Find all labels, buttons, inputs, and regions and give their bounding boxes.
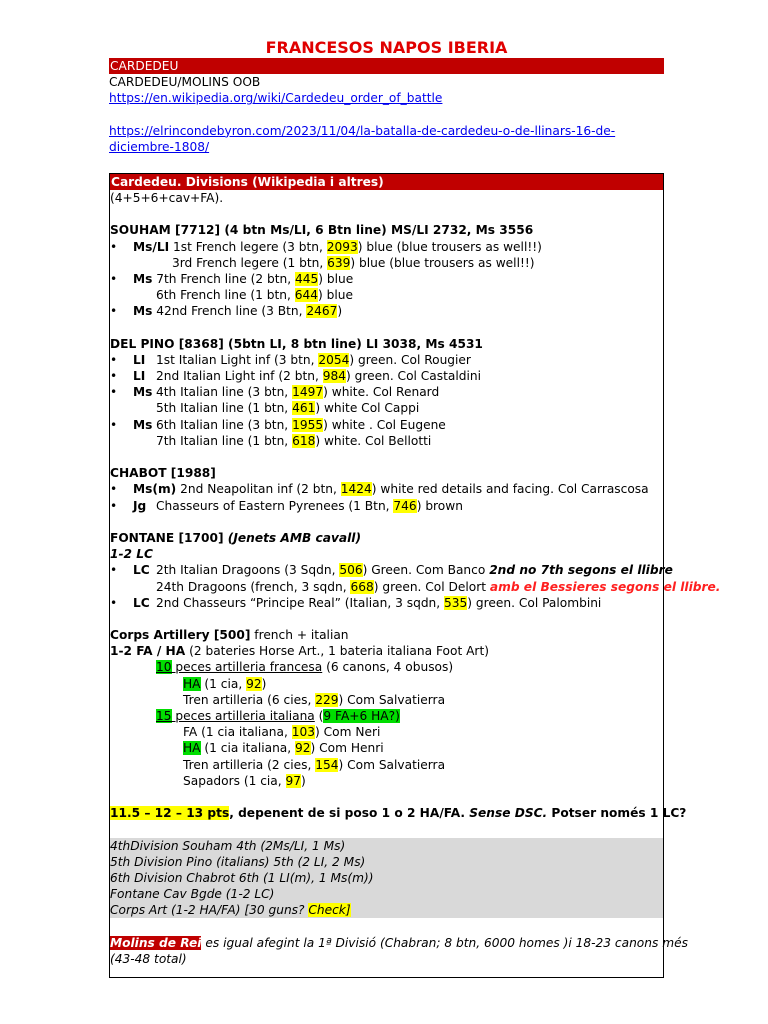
fontane-heading: FONTANE [1700] (Jenets AMB cavall)	[110, 530, 362, 545]
list-item: • Ms 4th Italian line (3 btn, 1497) white. Col Renard	[110, 385, 440, 400]
bullet-icon: •	[110, 239, 118, 254]
list-item: • LC 2nd Chasseurs “Principe Real” (Italian, 3 sqdn, 535) green. Col Palombini	[110, 595, 602, 610]
divisions-box	[109, 173, 721, 978]
bullet-icon: •	[110, 369, 118, 384]
divisions-box-title: Cardedeu. Divisions (Wikipedia i altres)	[110, 174, 663, 190]
artillery-heading: Corps Artillery [500] french + italian	[110, 628, 349, 643]
bullet-icon: •	[110, 417, 118, 432]
souham-heading: SOUHAM [7712] (4 btn Ms/LI, 6 Btn line) MS/LI 2732, Ms 3556	[110, 223, 534, 238]
wikipedia-link[interactable]: https://en.wikipedia.org/wiki/Cardedeu_order_of_battle	[109, 91, 443, 106]
bullet-icon: •	[110, 352, 118, 367]
fontane-sub: 1-2 LC	[110, 547, 153, 562]
list-item: • Jg Chasseurs of Eastern Pyrenees (1 Btn, 746) brown	[110, 498, 463, 513]
molins-line: Molins de Rei es igual afegint la 1ª Divisió (Chabran; 8 btn, 6000 homes )i 18-23 canons més	[110, 935, 688, 950]
formula-line: (4+5+6+cav+FA).	[110, 191, 224, 205]
list-item: 10 peces artilleria francesa (6 canons, 4 obusos)	[156, 660, 454, 675]
list-item: Tren artilleria (6 cies, 229) Com Salvatierra	[183, 692, 446, 707]
bullet-icon: •	[110, 482, 118, 497]
list-item: • LI 2nd Italian Light inf (2 btn, 984) green. Col Castaldini	[110, 369, 481, 384]
bullet-icon: •	[110, 271, 118, 286]
list-item: 5th Italian line (1 btn, 461) white Col Cappi	[156, 401, 420, 416]
list-item: • Ms 42nd French line (3 Btn, 2467)	[110, 304, 343, 319]
list-item: • LC 2th Italian Dragoons (3 Sqdn, 506) Green. Com Banco 2nd no 7th segons el llibre	[110, 563, 673, 578]
list-item: • Ms 6th Italian line (3 btn, 1955) white . Col Eugene	[110, 417, 446, 432]
oob-line: CARDEDEU/MOLINS OOB	[109, 75, 261, 89]
bullet-icon: •	[110, 304, 118, 319]
summary-line: 6th Division Chabrot 6th (1 LI(m), 1 Ms(m))	[110, 870, 374, 885]
list-item: • Ms/LI 1st French legere (3 btn, 2093) blue (blue trousers as well!!)	[110, 239, 542, 254]
bullet-icon: •	[110, 563, 118, 578]
artillery-sub: 1-2 FA / HA (2 bateries Horse Art., 1 bateria italiana Foot Art)	[110, 644, 489, 659]
summary-line: Fontane Cav Bgde (1-2 LC)	[110, 887, 275, 902]
summary-block	[110, 838, 663, 919]
list-item: HA (1 cia, 92)	[183, 676, 267, 691]
list-item: 15 peces artilleria italiana (9 FA+6 HA?)	[156, 709, 400, 723]
rincondebyron-link[interactable]: https://elrincondebyron.com/2023/11/04/la-batalla-de-cardedeu-o-de-llinars-16-de-	[109, 123, 616, 138]
summary-line: Corps Art (1-2 HA/FA) [30 guns? Check]	[110, 903, 351, 918]
list-item: 7th Italian line (1 btn, 618) white. Col Bellotti	[156, 433, 432, 448]
pino-heading: DEL PINO [8368] (5btn LI, 8 btn line) LI 3038, Ms 4531	[110, 336, 483, 351]
list-item: HA (1 cia italiana, 92) Com Henri	[183, 741, 384, 756]
bullet-icon: •	[110, 385, 118, 400]
page-title: FRANCESOS NAPOS IBERIA	[265, 38, 508, 57]
list-item: Tren artilleria (2 cies, 154) Com Salvatierra	[183, 757, 446, 772]
document-page	[109, 0, 664, 155]
list-item: • LI 1st Italian Light inf (3 btn, 2054) green. Col Rougier	[110, 352, 471, 367]
points-line: 11.5 – 12 – 13 pts, depenent de si poso 1 o 2 HA/FA. Sense DSC. Potser només 1 LC?	[110, 806, 687, 821]
summary-line: 4thDivision Souham 4th (2Ms/LI, 1 Ms)	[110, 838, 346, 853]
list-item: 6th French line (1 btn, 644) blue	[156, 288, 354, 303]
list-item: • Ms(m) 2nd Neapolitan inf (2 btn, 1424) white red details and facing. Col Carrascosa	[110, 482, 649, 497]
list-item: FA (1 cia italiana, 103) Com Neri	[183, 725, 381, 740]
summary-line: 5th Division Pino (italians) 5th (2 LI, 2 Ms)	[110, 854, 366, 869]
molins-line-cont: (43-48 total)	[110, 951, 187, 966]
chabot-heading: CHABOT [1988]	[110, 466, 216, 481]
list-item: 3rd French legere (1 btn, 639) blue (blue trousers as well!!)	[172, 255, 535, 270]
bullet-icon: •	[110, 595, 118, 610]
list-item: 24th Dragoons (french, 3 sqdn, 668) green. Col Delort amb el Bessieres segons el llibre.	[156, 579, 721, 594]
section-header-cardedeu: CARDEDEU	[109, 58, 664, 74]
list-item: Sapadors (1 cia, 97)	[183, 773, 306, 788]
rincondebyron-link-cont[interactable]: diciembre-1808/	[109, 139, 210, 154]
bullet-icon: •	[110, 498, 118, 513]
list-item: • Ms 7th French line (2 btn, 445) blue	[110, 271, 354, 286]
